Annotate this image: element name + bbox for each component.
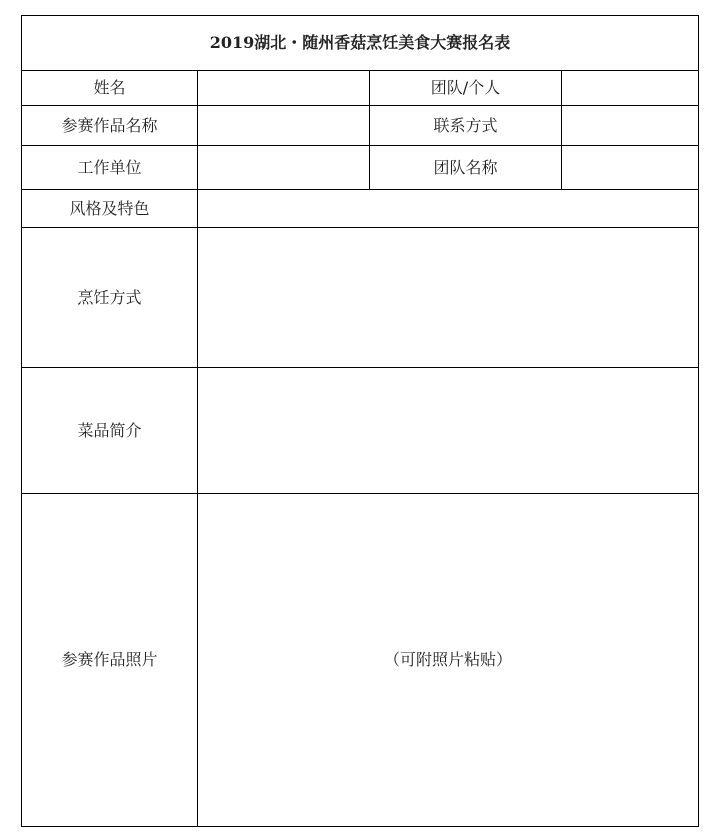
photo-hint: （可附照片粘贴） [384, 650, 513, 670]
form-title: 2019湖北・随州香菇烹饪美食大赛报名表 [22, 16, 699, 71]
team-or-individual-field[interactable] [562, 71, 699, 106]
name-label: 姓名 [22, 71, 198, 106]
entry-name-label: 参赛作品名称 [22, 106, 198, 146]
team-name-field[interactable] [562, 146, 699, 190]
cooking-method-label: 烹饪方式 [22, 228, 198, 368]
entry-photo-field[interactable] [198, 494, 699, 827]
dish-intro-field[interactable] [198, 368, 699, 494]
contact-field[interactable] [562, 106, 699, 146]
workplace-field[interactable] [198, 146, 370, 190]
dish-intro-label: 菜品简介 [22, 368, 198, 494]
team-or-individual-label: 团队/个人 [370, 71, 562, 106]
name-field[interactable] [198, 71, 370, 106]
cooking-method-field[interactable] [198, 228, 699, 368]
team-name-label: 团队名称 [370, 146, 562, 190]
workplace-label: 工作单位 [22, 146, 198, 190]
registration-form-table [21, 15, 699, 827]
style-field[interactable] [198, 190, 699, 228]
entry-name-field[interactable] [198, 106, 370, 146]
entry-photo-label: 参赛作品照片 [22, 494, 198, 827]
contact-label: 联系方式 [370, 106, 562, 146]
style-label: 风格及特色 [22, 190, 198, 228]
